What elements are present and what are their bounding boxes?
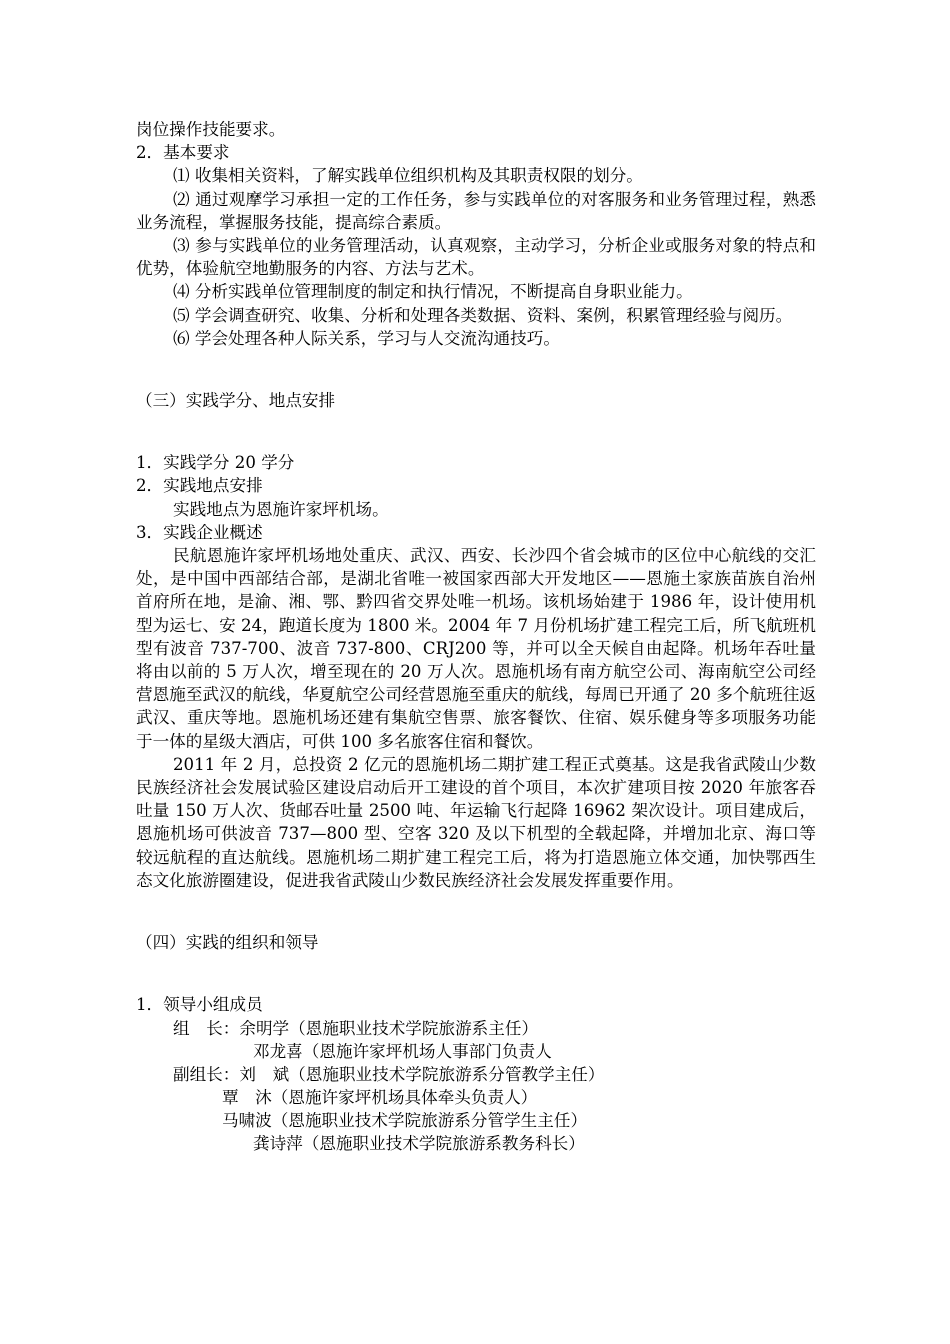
location-heading: 2．实践地点安排 bbox=[136, 476, 263, 496]
section-heading-organization: （四）实践的组织和领导 bbox=[136, 933, 319, 953]
document-page bbox=[136, 118, 816, 1155]
requirement-item: ⑸ 学会调查研究、收集、分析和处理各类数据、资料、案例，积累管理经验与阅历。 bbox=[173, 305, 793, 325]
roster-line: 副组长：刘 斌（恩施职业技术学院旅游系分管教学主任） bbox=[173, 1064, 605, 1084]
roster-line: 邓龙喜（恩施许家坪机场人事部门负责人 bbox=[253, 1041, 552, 1061]
overview-paragraph: 民航恩施许家坪机场地处重庆、武汉、西安、长沙四个省会城市的区位中心航线的交汇处，是中国中西部结合部，是湖北省唯一被国家西部大开发地区——恩施土家族苗族自治州首府所在地，是渝、湘、鄂、黔四省交界处唯一机场。该机场始建于 1986 年，设计使用机型为运七、安 24，跑道长度为 1800 米。2004 年 7 月份机场扩建工程完工后，所飞航班机型有波音 737-700、波音 737-800、CRJ200 等，并可以全天候自由起降。机场年吞吐量将由以前的 5 万人次，增至现在的 20 万人次。恩施机场有南方航空公司、海南航空公司经营恩施至武汉的航线，华夏航空公司经营恩施至重庆的航线，每周已开通了 20 多个航班往返武汉、重庆等地。恩施机场还建有集航空售票、旅客餐饮、住宿、娱乐健身等多项服务功能于一体的星级大酒店，可供 100 多名旅客住宿和餐饮。 bbox=[136, 546, 816, 751]
basic-requirements-heading: 2．基本要求 bbox=[136, 143, 230, 163]
intro-tail: 岗位操作技能要求。 bbox=[136, 120, 286, 139]
roster-line: 马啸波（恩施职业技术学院旅游系分管学生主任） bbox=[222, 1110, 588, 1130]
requirement-item: ⑹ 学会处理各种人际关系，学习与人交流沟通技巧。 bbox=[173, 328, 560, 348]
requirement-item: ⑵ 通过观摩学习承担一定的工作任务，参与实践单位的对客服务和业务管理过程，熟悉业务流程，掌握服务技能，提高综合素质。 bbox=[136, 189, 816, 232]
overview-heading: 3．实践企业概述 bbox=[136, 522, 263, 542]
credit-line: 1．实践学分 20 学分 bbox=[136, 453, 295, 473]
section-heading-credits-location: （三）实践学分、地点安排 bbox=[136, 391, 336, 411]
roster-line: 龚诗萍（恩施职业技术学院旅游系教务科长） bbox=[253, 1133, 585, 1153]
roster-line: 覃 沐（恩施许家坪机场具体牵头负责人） bbox=[222, 1087, 538, 1107]
members-heading: 1．领导小组成员 bbox=[136, 995, 263, 1015]
roster-line: 组 长：余明学（恩施职业技术学院旅游系主任） bbox=[173, 1018, 539, 1038]
requirement-item: ⑶ 参与实践单位的业务管理活动，认真观察，主动学习，分析企业或服务对象的特点和优势，体验航空地勤服务的内容、方法与艺术。 bbox=[136, 236, 816, 279]
requirement-item: ⑷ 分析实践单位管理制度的制定和执行情况，不断提高自身职业能力。 bbox=[173, 282, 693, 302]
requirement-item: ⑴ 收集相关资料，了解实践单位组织机构及其职责权限的划分。 bbox=[173, 166, 643, 186]
location-text: 实践地点为恩施许家坪机场。 bbox=[173, 499, 389, 519]
leadership-roster bbox=[136, 1017, 816, 1155]
overview-paragraph: 2011 年 2 月，总投资 2 亿元的恩施机场二期扩建工程正式奠基。这是我省武陵山少数民族经济社会发展试验区建设启动后开工建设的首个项目，本次扩建项目按 2020 年旅客吞吐量 150 万人次、货邮吞吐量 2500 吨、年运输飞行起降 16962 架次设计。项目建成后，恩施机场可供波音 737—800 型、空客 320 及以下机型的全载起降，并增加北京、海口等较远航程的直达航线。恩施机场二期扩建工程完工后，将为打造恩施立体交通，加快鄂西生态文化旅游圈建设，促进我省武陵山少数民族经济社会发展发挥重要作用。 bbox=[136, 754, 816, 890]
